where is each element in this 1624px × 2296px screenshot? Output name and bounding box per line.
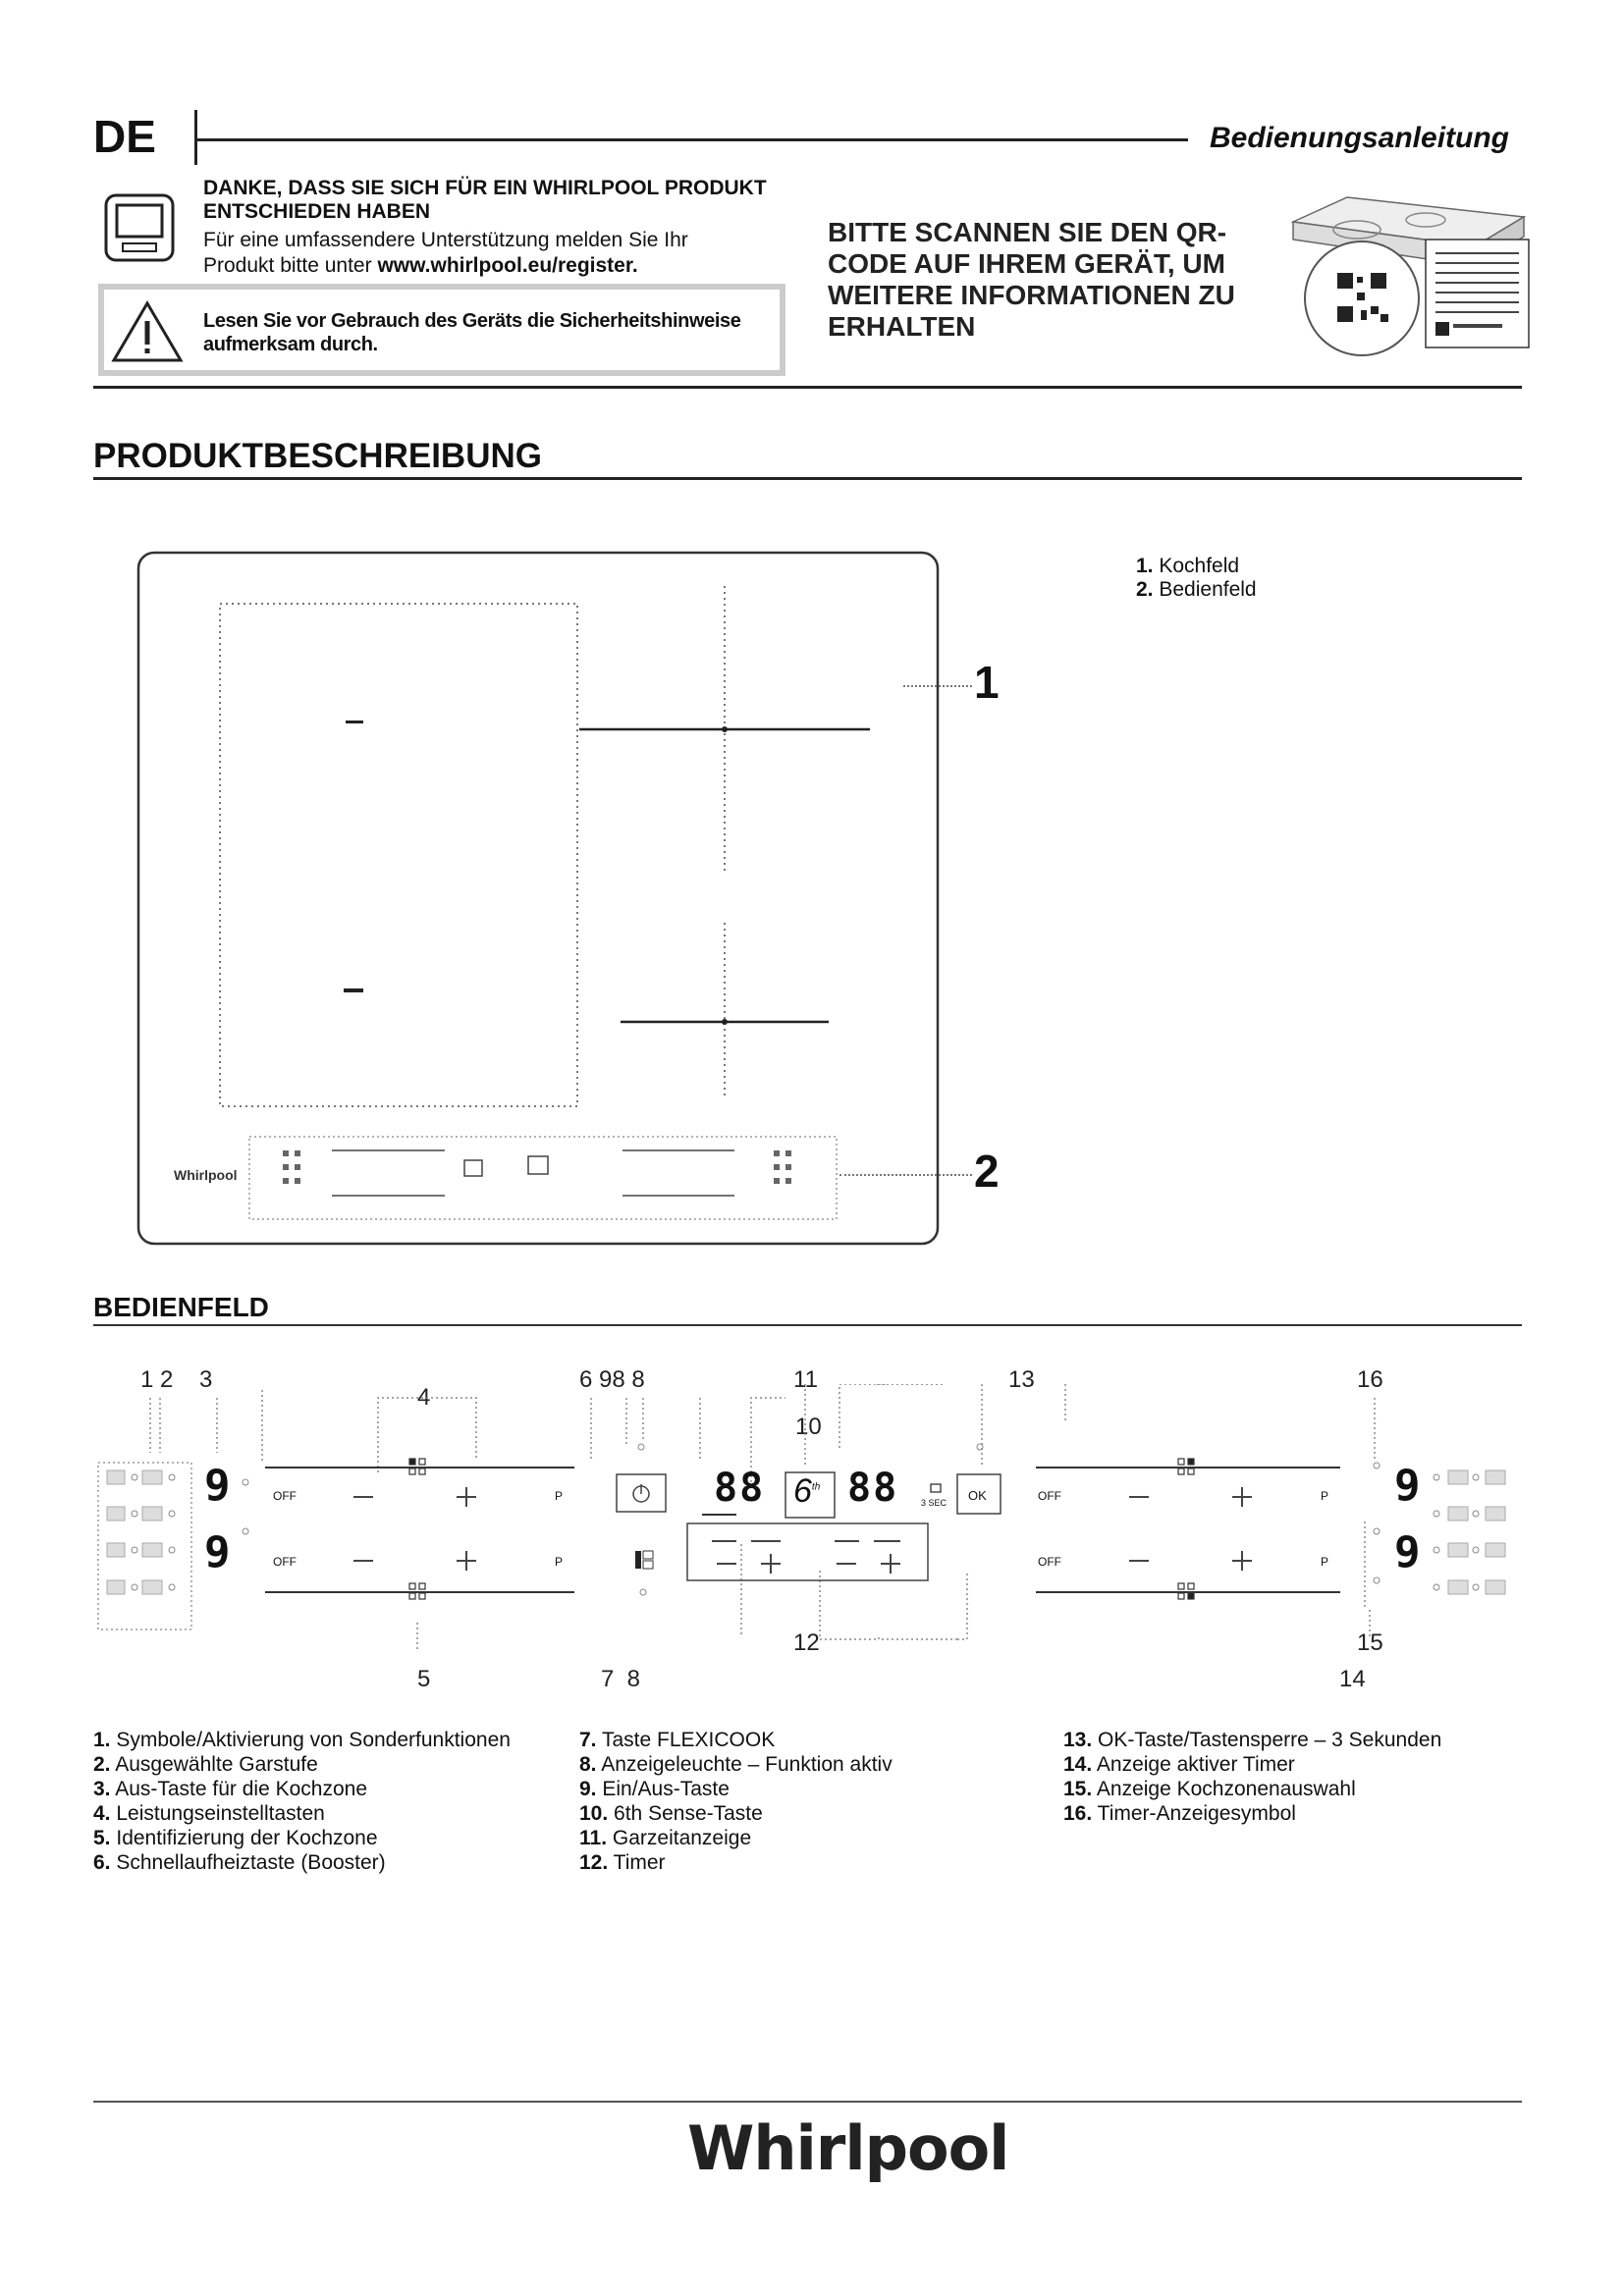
label-1-2: 1 2	[140, 1366, 174, 1393]
cooking-time-display-right: 88	[847, 1466, 899, 1511]
product-legend	[1136, 555, 1257, 602]
header-divider-vertical	[194, 110, 197, 165]
right-zone-digit-top: 9	[1394, 1461, 1421, 1511]
section-rule	[93, 477, 1522, 480]
footer-brand-logo: Whirlpool	[687, 2112, 1009, 2184]
callout-leader-2	[839, 1174, 972, 1176]
legend-column-2	[579, 1728, 1031, 1875]
right-zone-digit-bottom: 9	[1394, 1527, 1421, 1577]
list-item: 10. 6th Sense-Taste	[579, 1802, 763, 1825]
thanks-title: DANKE, DASS SIE SICH FÜR EIN WHIRLPOOL PRODUKT ENTSCHIEDEN HABEN	[203, 177, 767, 223]
list-item: 9. Ein/Aus-Taste	[579, 1778, 730, 1800]
off-button-left-bottom[interactable]: OFF	[273, 1555, 297, 1569]
label-7-8: 7 8	[601, 1666, 641, 1692]
booster-button-left-bottom[interactable]: P	[555, 1555, 564, 1569]
label-10: 10	[795, 1414, 822, 1440]
label-15: 15	[1357, 1629, 1383, 1656]
hob-drawing	[135, 550, 941, 1247]
legend-column-1	[93, 1728, 565, 1875]
list-item: 14. Anzeige aktiver Timer	[1063, 1753, 1295, 1776]
register-url[interactable]: www.whirlpool.eu/register.	[377, 254, 638, 277]
section-title-product: PRODUKTBESCHREIBUNG	[93, 437, 542, 475]
label-13: 13	[1008, 1366, 1035, 1393]
warning-triangle-icon	[111, 299, 184, 364]
footer-rule	[93, 2101, 1522, 2103]
lock-seconds-label: 3 SEC	[921, 1498, 947, 1508]
callout-number-1: 1	[974, 657, 1000, 708]
list-item: 11. Garzeitanzeige	[579, 1827, 752, 1849]
list-item: 15. Anzeige Kochzonenauswahl	[1063, 1778, 1356, 1800]
appliance-label-illustration	[1288, 192, 1534, 359]
label-3: 3	[199, 1366, 213, 1393]
list-item: 4. Leistungseinstelltasten	[93, 1802, 325, 1825]
left-zone-digit-top: 9	[204, 1461, 231, 1511]
label-16: 16	[1357, 1366, 1383, 1393]
cooking-time-display-left: 88	[714, 1466, 766, 1511]
label-5: 5	[417, 1666, 431, 1692]
ok-button[interactable]: OK	[968, 1488, 987, 1503]
callout-leader-1	[903, 685, 972, 687]
list-item: 2. Ausgewählte Garstufe	[93, 1753, 318, 1776]
document-title: Bedienungsanleitung	[1209, 122, 1509, 154]
sixth-sense-button[interactable]: 6th	[793, 1472, 821, 1510]
header-rule	[194, 138, 1188, 141]
off-button-right-bottom[interactable]: OFF	[1038, 1555, 1061, 1569]
off-button-right-top[interactable]: OFF	[1038, 1489, 1061, 1503]
label-11: 11	[793, 1366, 818, 1393]
label-6-9-8-8: 6 98 8	[579, 1366, 645, 1393]
list-item: 3. Aus-Taste für die Kochzone	[93, 1778, 368, 1800]
panel-rule	[93, 1324, 1522, 1326]
list-item: 12. Timer	[579, 1851, 666, 1874]
control-panel-diagram	[93, 1384, 1527, 1669]
legend-column-3	[1063, 1728, 1525, 1826]
list-item: 6. Schnellaufheiztaste (Booster)	[93, 1851, 386, 1874]
label-12: 12	[793, 1629, 820, 1656]
safety-warning-text: Lesen Sie vor Gebrauch des Geräts die Sicherheitshinweise aufmerksam durch.	[203, 310, 741, 355]
left-zone-digit-bottom: 9	[204, 1527, 231, 1577]
label-4: 4	[417, 1384, 431, 1411]
list-item: 16. Timer-Anzeigesymbol	[1063, 1802, 1296, 1825]
off-button-left-top[interactable]: OFF	[273, 1489, 297, 1503]
booster-button-left-top[interactable]: P	[555, 1489, 564, 1503]
label-14: 14	[1339, 1666, 1366, 1692]
list-item: 8. Anzeigeleuchte – Funktion aktiv	[579, 1753, 893, 1776]
section-title-panel: BEDIENFELD	[93, 1292, 269, 1322]
list-item: 1. Symbole/Aktivierung von Sonderfunktionen	[93, 1729, 511, 1751]
list-item: 7. Taste FLEXICOOK	[579, 1729, 776, 1751]
list-item: 13. OK-Taste/Tastensperre – 3 Sekunden	[1063, 1729, 1442, 1751]
booster-button-right-top[interactable]: P	[1321, 1489, 1329, 1503]
hob-brand-logo: Whirlpool	[174, 1167, 238, 1183]
legend-item: 2. Bedienfeld	[1136, 578, 1257, 601]
list-item: 5. Identifizierung der Kochzone	[93, 1827, 378, 1849]
booster-button-right-bottom[interactable]: P	[1321, 1555, 1329, 1569]
register-computer-icon	[103, 192, 176, 263]
register-text: Für eine umfassendere Unterstützung melden Sie Ihr Produkt bitte unter www.whirlpool.eu/register.	[203, 229, 688, 277]
header-bottom-rule	[93, 386, 1522, 389]
qr-scan-text: BITTE SCANNEN SIE DEN QR- CODE AUF IHREM GERÄT, UM WEITERE INFORMATIONEN ZU ERHALTEN	[828, 217, 1235, 342]
legend-item: 1. Kochfeld	[1136, 555, 1240, 577]
language-code: DE	[93, 111, 156, 162]
callout-number-2: 2	[974, 1146, 1000, 1197]
